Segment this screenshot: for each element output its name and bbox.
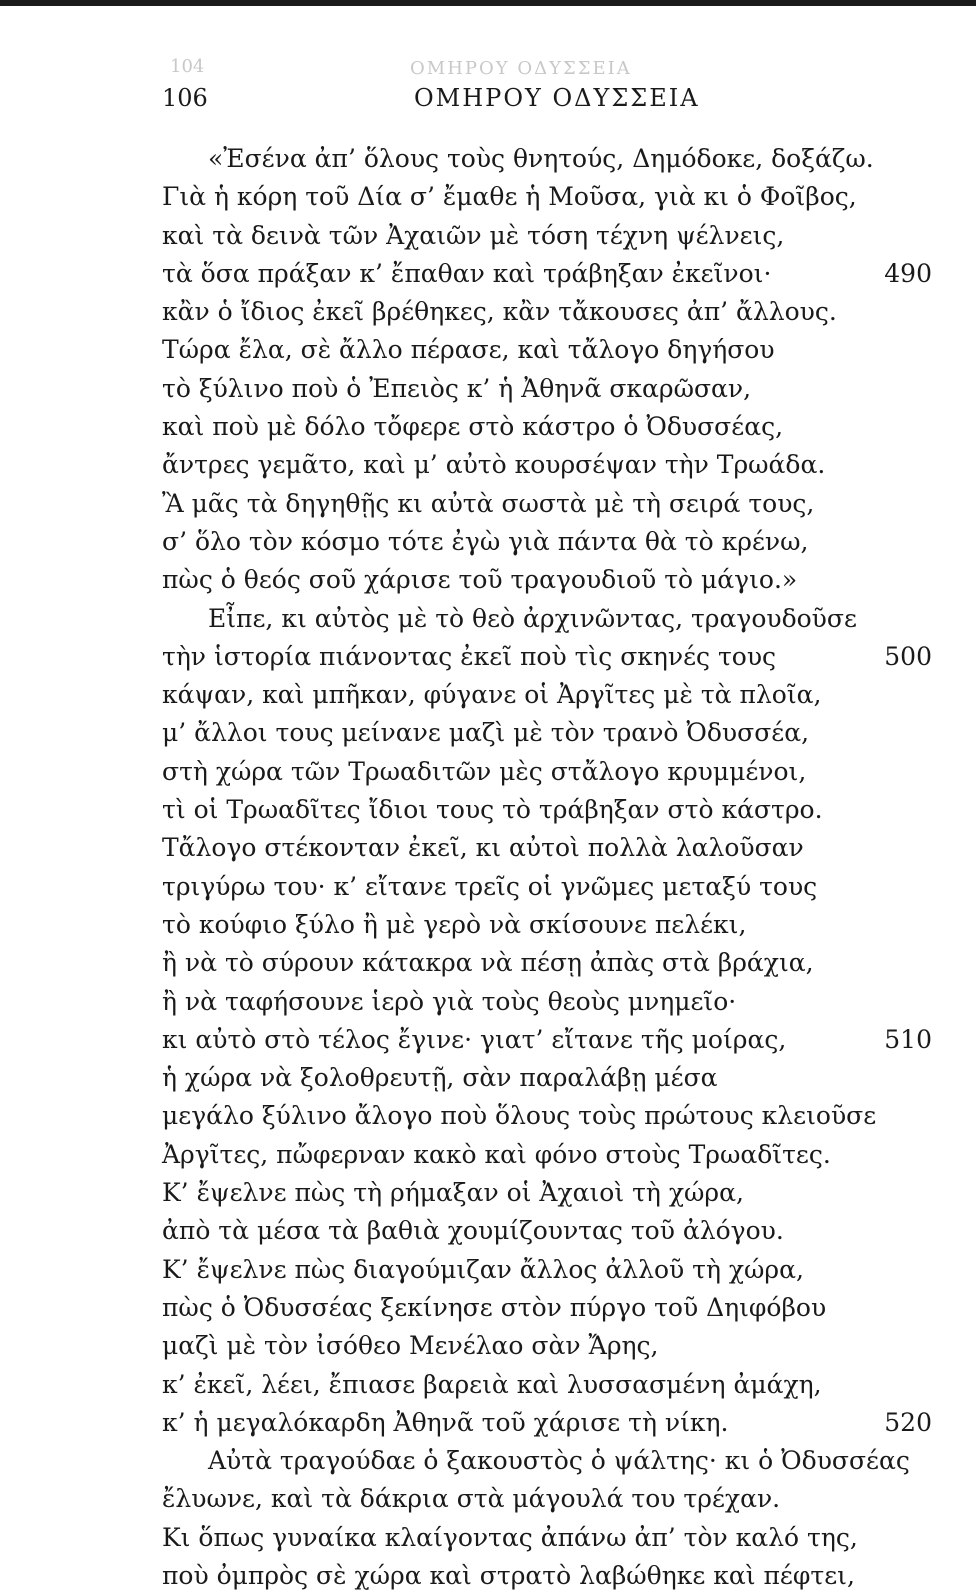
line-number: 490 [884,258,932,288]
verse-line-text: ἀπὸ τὰ μέσα τὰ βαθιὰ χουμίζουντας τοῦ ἀλόγου. [162,1216,784,1246]
verse-line [162,178,942,216]
verse-line [162,906,942,944]
verse-line-text: κ’ ἡ μεγαλόκαρδη Ἀθηνᾶ τοῦ χάρισε τὴ νίκη. [162,1407,729,1437]
verse-line [162,331,942,369]
verse-line [162,140,942,178]
verse-line [162,293,942,331]
verse-line [162,829,942,867]
bleed-through-running-title: ΟΜΗΡΟΥ ΟΔΥΣΣΕΙΑ [410,58,632,79]
verse-line-text: τριγύρω του· κ’ εἴτανε τρεῖς οἱ γνῶμες μεταξύ τους [162,871,818,901]
verse-line [162,1251,942,1289]
verse-line-text: κι αὐτὸ στὸ τέλος ἔγινε· γιατ’ εἴτανε τῆς μοίρας, [162,1024,787,1054]
verse-line [162,714,942,752]
line-number: 520 [884,1407,932,1437]
verse-line [162,638,942,676]
verse-line-text: ἔλυωνε, καὶ τὰ δάκρια στὰ μάγουλά του τρέχαν. [162,1484,781,1514]
verse-line-text: Κ’ ἔψελνε πὼς τὴ ρήμαξαν οἱ Ἀχαιοὶ τὴ χώρα, [162,1178,744,1208]
verse-line-text: Κ’ ἔψελνε πὼς διαγούμιζαν ἄλλος ἀλλοῦ τὴ χώρα, [162,1254,804,1284]
verse-line-text: Αὐτὰ τραγούδαε ὁ ξακουστὸς ὁ ψάλτης· κι ὁ Ὀδυσσέας [208,1446,910,1476]
verse-line [162,791,942,829]
verse-line [162,1480,942,1518]
verse-line-text: ἄντρες γεμᾶτο, καὶ μ’ αὐτὸ κουρσέψαν τὴν Τρωάδα. [162,450,826,480]
verse-line-text: Κι ὅπως γυναίκα κλαίγοντας ἀπάνω ἀπ’ τὸν καλό της, [162,1522,858,1552]
line-number: 500 [884,641,932,671]
verse-line [162,485,942,523]
verse-line-text: καὶ ποὺ μὲ δόλο τὄφερε στὸ κάστρο ὁ Ὀδυσσέας, [162,412,784,442]
verse-line [162,1174,942,1212]
verse-line-text: τὶ οἱ Τρωαδῖτες ἴδιοι τους τὸ τράβηξαν στὸ κάστρο. [162,795,823,825]
verse-line [162,255,942,293]
verse-line [162,1212,942,1250]
verse-line-text: καὶ τὰ δεινὰ τῶν Ἀχαιῶν μὲ τόση τέχνη ψέλνεις, [162,220,785,250]
verse-line [162,600,942,638]
running-title: ΟΜΗΡΟΥ ΟΔΥΣΣΕΙΑ [414,84,700,112]
verse-line [162,1059,942,1097]
verse-line-text: τὰ ὅσα πράξαν κ’ ἔπαθαν καὶ τράβηξαν ἐκεῖνοι· [162,258,772,288]
verse-line-text: πὼς ὁ θεός σοῦ χάρισε τοῦ τραγουδιοῦ τὸ μάγιο.» [162,565,798,595]
verse-line [162,1289,942,1327]
verse-line [162,408,942,446]
verse-line-text: πὼς ὁ Ὀδυσσέας ξεκίνησε στὸν πύργο τοῦ Δηιφόβου [162,1292,827,1322]
verse-line-text: μ’ ἄλλοι τους μείνανε μαζὶ μὲ τὸν τρανὸ Ὀδυσσέα, [162,718,810,748]
verse-line [162,944,942,982]
verse-line-text: κάψαν, καὶ μπῆκαν, φύγανε οἱ Ἀργῖτες μὲ τὰ πλοῖα, [162,680,822,710]
verse-line [162,370,942,408]
verse-line-text: ἢ νὰ τὸ σύρουν κάτακρα νὰ πέσῃ ἀπὰς στὰ βράχια, [162,948,814,978]
verse-block [162,140,942,1595]
verse-line-text: «Ἐσένα ἀπ’ ὅλους τοὺς θνητούς, Δημόδοκε, δοξάζω. [208,144,874,173]
verse-line [162,868,942,906]
page-number: 106 [162,84,208,112]
verse-line-text: κ’ ἐκεῖ, λέει, ἔπιασε βαρειὰ καὶ λυσσασμένη ἀμάχη, [162,1369,822,1399]
verse-line [162,1404,942,1442]
verse-line-text: Ἀργῖτες, πὤφερναν κακὸ καὶ φόνο στοὺς Τρωαδῖτες. [162,1139,831,1169]
verse-line [162,1136,942,1174]
verse-line-text: μεγάλο ξύλινο ἄλογο ποὺ ὅλους τοὺς πρώτους κλειοῦσε [162,1101,877,1131]
verse-line [162,523,942,561]
verse-line-text: Εἶπε, κι αὐτὸς μὲ τὸ θεὸ ἀρχινῶντας, τραγουδοῦσε [208,603,857,633]
line-number: 510 [884,1024,932,1054]
verse-line [162,1557,942,1595]
verse-line [162,1442,942,1480]
verse-line [162,1097,942,1135]
verse-line [162,561,942,599]
verse-line [162,446,942,484]
verse-line-text: Τώρα ἔλα, σὲ ἄλλο πέρασε, καὶ τἄλογο δηγήσου [162,335,775,365]
verse-line-text: τὴν ἱστορία πιάνοντας ἐκεῖ ποὺ τὶς σκηνές τους [162,641,777,671]
verse-line-text: σ’ ὅλο τὸν κόσμο τότε ἐγὼ γιὰ πάντα θὰ τὸ κρένω, [162,526,809,556]
verse-line-text: ποὺ ὀμπρὸς σὲ χώρα καὶ στρατὸ λαβώθηκε καὶ πέφτει, [162,1560,855,1590]
verse-line-text: τὸ κούφιο ξύλο ἢ μὲ γερὸ νὰ σκίσουνε πελέκι, [162,909,747,939]
verse-line-text: Τἄλογο στέκονταν ἐκεῖ, κι αὐτοὶ πολλὰ λαλοῦσαν [162,833,804,863]
verse-line [162,753,942,791]
verse-line-text: Γιὰ ἡ κόρη τοῦ Δία σ’ ἔμαθε ἡ Μοῦσα, γιὰ κι ὁ Φοῖβος, [162,182,857,212]
verse-line-text: στὴ χώρα τῶν Τρωαδιτῶν μὲς στἄλογο κρυμμένοι, [162,756,807,786]
verse-line [162,983,942,1021]
verse-line [162,1366,942,1404]
verse-line-text: κἂν ὁ ἴδιος ἐκεῖ βρέθηκες, κἂν τἄκουσες ἀπ’ ἄλλους. [162,297,837,327]
verse-line-text: ἡ χώρα νὰ ξολοθρευτῇ, σὰν παραλάβῃ μέσα [162,1063,718,1093]
page-header [162,84,932,120]
verse-line-text: ἢ νὰ ταφήσουνε ἱερὸ γιὰ τοὺς θεοὺς μνημεῖο· [162,986,737,1016]
verse-line [162,676,942,714]
top-edge-shadow [0,0,976,6]
verse-line-text: μαζὶ μὲ τὸν ἰσόθεο Μενέλαο σὰν Ἄρης, [162,1331,659,1361]
verse-line-text: τὸ ξύλινο ποὺ ὁ Ἐπειὸς κ’ ἡ Ἀθηνᾶ σκαρῶσαν, [162,373,752,403]
bleed-through-page-number: 104 [170,56,205,77]
verse-line [162,1519,942,1557]
verse-line [162,1021,942,1059]
verse-line-text: Ἂ μᾶς τὰ δηγηθῇς κι αὐτὰ σωστὰ μὲ τὴ σειρά τους, [162,488,815,518]
verse-line [162,1327,942,1365]
verse-line [162,217,942,255]
